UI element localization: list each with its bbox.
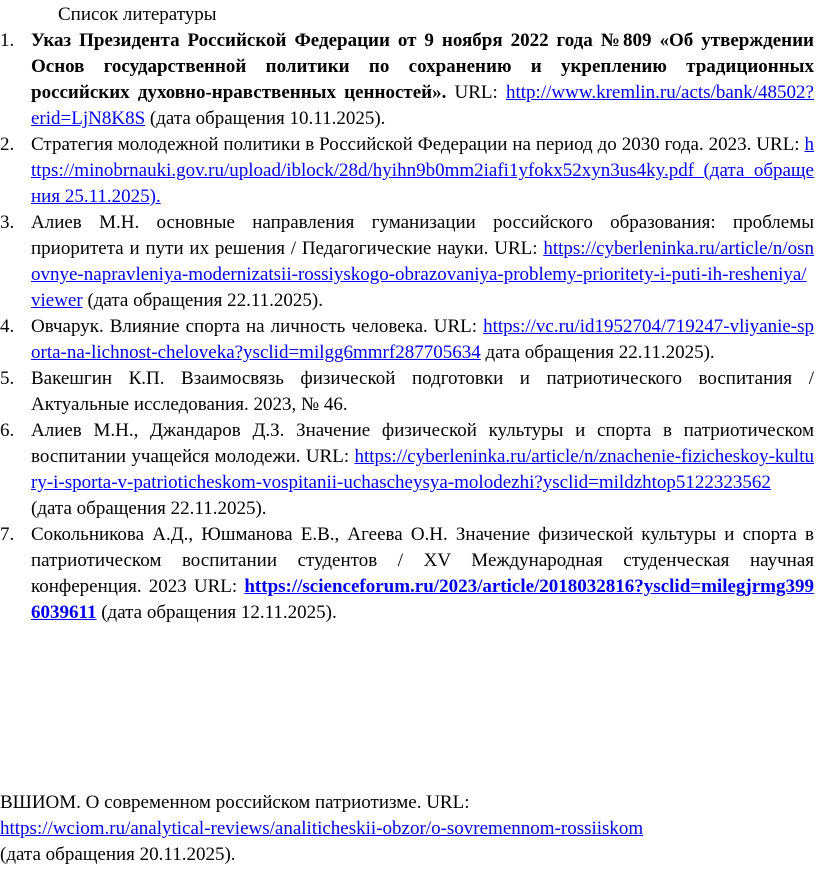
access-date: (дата обращения 22.11.2025). bbox=[31, 498, 267, 519]
reference-number: 2. bbox=[0, 134, 15, 155]
reference-item bbox=[0, 366, 814, 418]
reference-number: 7. bbox=[0, 524, 15, 545]
reference-text: Сокольникова А.Д., Юшманова Е.В., Агеева О.Н. Значение физической культуры и спорта в патриотическом воспитании студентов / XV Международная студенческая научная конференция. 2023 URL: bbox=[31, 524, 814, 597]
reference-item bbox=[0, 418, 814, 522]
reference-item bbox=[0, 132, 814, 210]
access-date: дата обращения 22.11.2025). bbox=[480, 342, 715, 363]
reference-link[interactable]: https://cyberleninka.ru/article/n/osnovnye-napravleniya-modernizatsii-rossiyskogo-obrazovaniya-problemy-prioritety-i-puti-ih-resheniya/viewer bbox=[31, 238, 814, 311]
reference-number: 5. bbox=[0, 368, 15, 389]
page-title: Список литературы bbox=[58, 4, 217, 25]
reference-text: Вакешгин К.П. Взаимосвязь физической подготовки и патриотического воспитания / Актуальные исследования. 2023, № 46. bbox=[31, 368, 814, 415]
reference-link[interactable]: https://wciom.ru/analytical-reviews/analiticheskii-obzor/o-sovremennom-rossiiskom bbox=[0, 818, 644, 839]
reference-item bbox=[0, 522, 814, 626]
reference-number: 1. bbox=[0, 30, 15, 51]
reference-text: ВШИОМ. О современном российском патриотизме. URL: bbox=[0, 792, 470, 813]
reference-number: 6. bbox=[0, 420, 15, 441]
access-date: (дата обращения 22.11.2025). bbox=[82, 290, 323, 311]
reference-item bbox=[0, 28, 814, 132]
reference-link[interactable]: https://scienceforum.ru/2023/article/2018032816?ysclid=milegjrmg3996039611 bbox=[31, 576, 814, 623]
reference-text: Стратегия молодежной политики в Российской Федерации на период до 2030 года. 2023. URL: bbox=[31, 134, 800, 155]
reference-text: Алиев М.Н. основные направления гуманизации российского образования: проблемы приоритета и пути их решения / Педагогические науки. URL: bbox=[31, 212, 814, 259]
reference-number: 4. bbox=[0, 316, 15, 337]
url-label: URL: bbox=[446, 82, 498, 103]
access-date: (дата обращения 12.11.2025). bbox=[96, 602, 337, 623]
reference-text: Овчарук. Влияние спорта на личность человека. URL: bbox=[31, 316, 478, 337]
reference-link[interactable]: https://minobrnauki.gov.ru/upload/iblock/28d/hyihn9b0mm2iafi1yfokx52xyn3us4ky.pdf (дата обращения 25.11.2025). bbox=[31, 134, 815, 207]
reference-number: 3. bbox=[0, 212, 15, 233]
trailing-reference bbox=[0, 790, 814, 868]
reference-link[interactable]: http://www.kremlin.ru/acts/bank/48502?erid=LjN8K8S bbox=[31, 82, 814, 129]
reference-text: Алиев М.Н., Джандаров Д.З. Значение физической культуры и спорта в патриотическом воспитании учащейся молодежи. URL: bbox=[31, 420, 814, 467]
access-date: (дата обращения 10.11.2025). bbox=[145, 108, 386, 129]
reference-list bbox=[0, 28, 814, 626]
access-date: (дата обращения 20.11.2025). bbox=[0, 844, 236, 865]
reference-link[interactable]: https://cyberleninka.ru/article/n/znachenie-fizicheskoy-kultury-i-sporta-v-patrioticheskom-vospitanii-uchascheysya-molodezhi?ysclid=mildzhtop5122323562 bbox=[31, 446, 814, 493]
reference-text: Указ Президента Российской Федерации от 9 ноября 2022 года №809 «Об утверждении Основ государственной политики по сохранению и укреплению традиционных российских духовно-нравственных ценностей». bbox=[31, 30, 814, 103]
reference-link[interactable]: https://vc.ru/id1952704/719247-vliyanie-sporta-na-lichnost-cheloveka?ysclid=milgg6mmrf287705634 bbox=[31, 316, 815, 363]
reference-item bbox=[0, 210, 814, 314]
reference-item bbox=[0, 314, 814, 366]
